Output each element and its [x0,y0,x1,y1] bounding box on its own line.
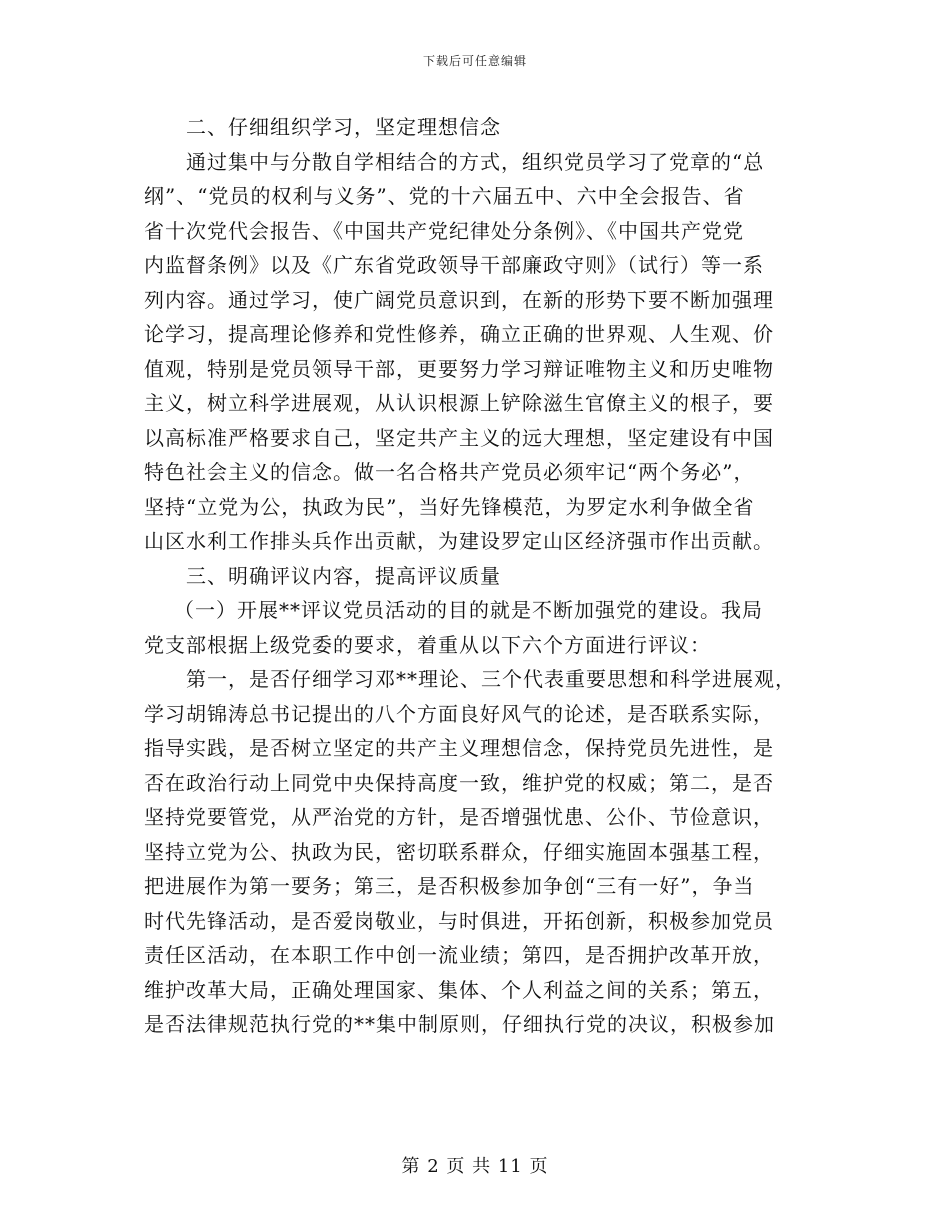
paragraph-line: 列内容。通过学习，使广阔党员意识到，在新的形势下要不断加强理 [144,287,774,312]
paragraph-line: 通过集中与分散自学相结合的方式，组织党员学习了党章的“总 [186,149,765,174]
paragraph-line: 论学习，提高理论修养和党性修养，确立正确的世界观、人生观、价 [144,322,774,346]
paragraph-line: 主义，树立科学进展观，从认识根源上铲除滋生官僚主义的根子，要 [144,391,774,415]
paragraph-line: 坚持立党为公、执政为民，密切联系群众，仔细实施固本强基工程， [144,839,774,864]
paragraph-line: 值观，特别是党员领导干部，更要努力学习辩证唯物主义和历史唯物 [144,356,774,381]
document-body [144,110,804,1042]
paragraph-line: 否在政治行动上同党中央保持高度一致，维护党的权威；第二，是否 [144,770,774,795]
paragraph-line: 山区水利工作排头兵作出贡献，为建设罗定山区经济强市作出贡献。 [144,529,774,553]
paragraph-line: 坚持党要管党，从严治党的方针，是否增强忧患、公仆、节俭意识， [144,805,774,829]
paragraph-line: 时代先锋活动，是否爱岗敬业，与时俱进，开拓创新，积极参加党员 [144,908,774,933]
paragraph-line: 特色社会主义的信念。做一名合格共产党员必须牢记“两个务必”， [144,460,755,484]
paragraph-line: 以高标准严格要求自己，坚定共产主义的远大理想，坚定建设有中国 [144,425,774,450]
paragraph-line: 是否法律规范执行党的**集中制原则，仔细执行党的决议，积极参加 [144,1012,775,1036]
paragraph-line: 纲”、“党员的权利与义务”、党的十六届五中、六中全会报告、省 [144,184,745,208]
paragraph-line: 内监督条例》以及《广东省党政领导干部廉政守则》（试行）等一系 [144,253,764,277]
paragraph-line: 责任区活动，在本职工作中创一流业绩；第四，是否拥护改革开放， [144,943,774,967]
section-heading-3: 三、明确评议内容，提高评议质量 [186,563,501,588]
paragraph-line: 维护改革大局，正确处理国家、集体、个人利益之间的关系；第五， [144,977,774,1002]
paragraph-line: 第一，是否仔细学习邓**理论、三个代表重要思想和科学进展观， [186,667,796,691]
paragraph-line: （一）开展**评议党员活动的目的就是不断加强党的建设。我局 [174,598,763,622]
paragraph-line: 省十次党代会报告、《中国共产党纪律处分条例》、《中国共产党党 [144,218,744,243]
section-heading-2: 二、仔细组织学习，坚定理想信念 [186,115,501,139]
paragraph-line: 指导实践，是否树立坚定的共产主义理想信念，保持党员先进性，是 [144,736,774,760]
page-number-footer: 第 2 页 共 11 页 [401,1156,549,1177]
paragraph-line: 党支部根据上级党委的要求，着重从以下六个方面进行评议： [144,632,711,657]
paragraph-line: 把进展作为第一要务；第三，是否积极参加争创“三有一好”，争当 [144,874,755,898]
paragraph-line: 坚持“立党为公，执政为民”，当好先锋模范，为罗定水利争做全省 [144,494,755,519]
page-header: 下载后可任意编辑 [422,54,527,68]
paragraph-line: 学习胡锦涛总书记提出的八个方面良好风气的论述，是否联系实际， [144,701,774,726]
